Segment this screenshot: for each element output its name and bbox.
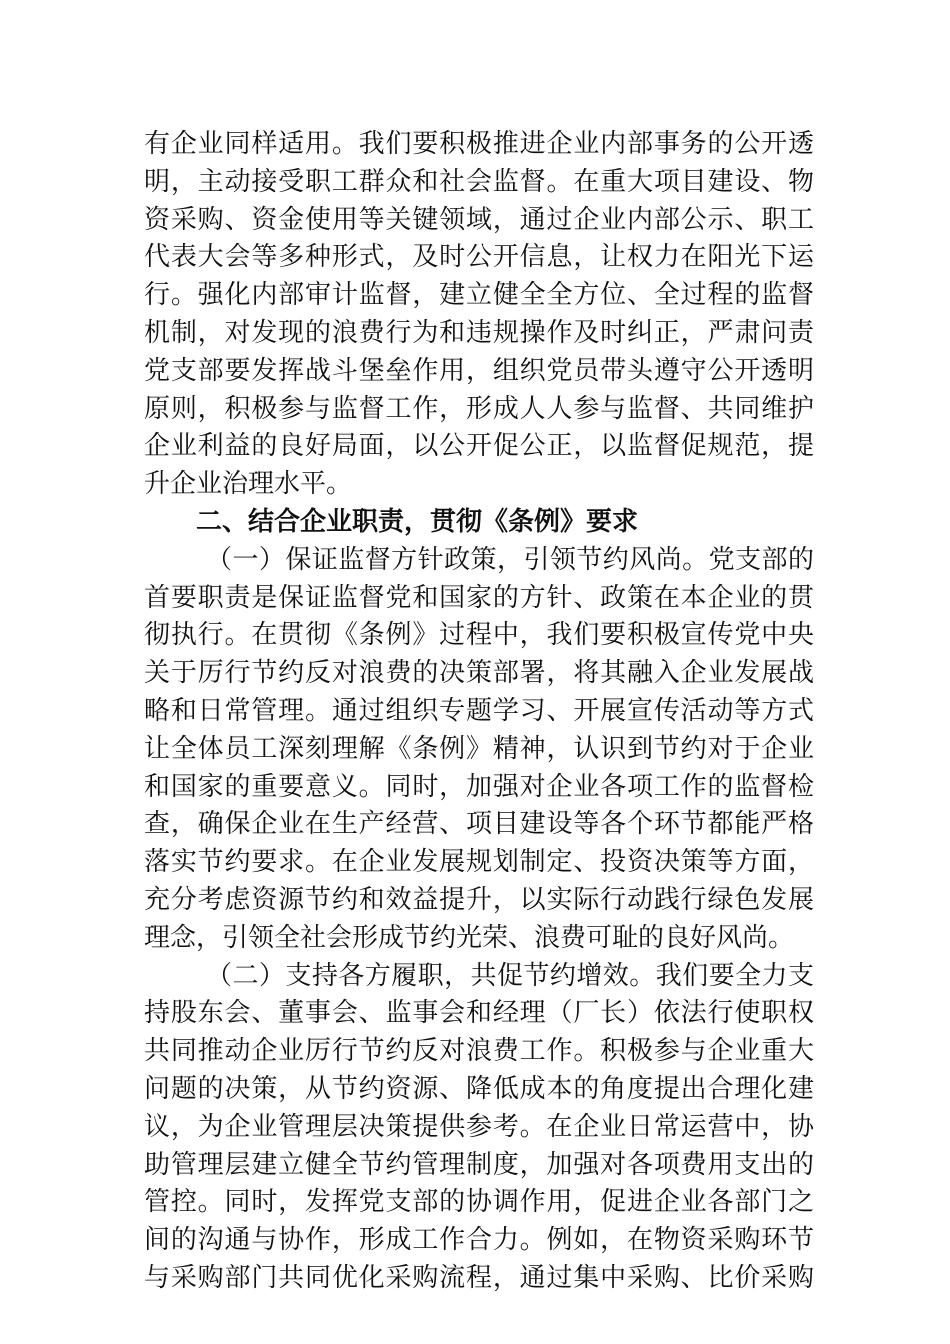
paragraph-line: 落实节约要求。在企业发展规划制定、投资决策等方面， [144,847,814,878]
paragraph-line: 助管理层建立健全节约管理制度，加强对各项费用支出的 [144,1149,814,1180]
paragraph-line: 间的沟通与协作，形成工作合力。例如，在物资采购环节 [144,1225,814,1256]
paragraph-line: 问题的决策，从节约资源、降低成本的角度提出合理化建 [144,1073,814,1104]
paragraph-line: 理念，引领全社会形成节约光荣、浪费可耻的良好风尚。 [144,922,795,953]
paragraph-line: 共同推动企业厉行节约反对浪费工作。积极参与企业重大 [144,1036,814,1067]
paragraph-line: 管控。同时，发挥党支部的协调作用，促进企业各部门之 [144,1187,814,1218]
paragraph-line: 持股东会、董事会、监事会和经理（厂长）依法行使职权 [144,998,814,1029]
paragraph-line: 议，为企业管理层决策提供参考。在企业日常运营中，协 [144,1111,814,1142]
paragraph-line: 企业利益的良好局面，以公开促公正，以监督促规范，提 [144,431,814,462]
paragraph-line: 升企业治理水平。 [144,469,353,500]
paragraph-line: 明，主动接受职工群众和社会监督。在重大项目建设、物 [144,166,814,197]
paragraph-line: 行。强化内部审计监督，建立健全全方位、全过程的监督 [144,280,814,311]
paragraph-line: 和国家的重要意义。同时，加强对企业各项工作的监督检 [144,771,814,802]
paragraph-line: 与采购部门共同优化采购流程，通过集中采购、比价采购 [144,1262,814,1293]
paragraph-line: 有企业同样适用。我们要积极推进企业内部事务的公开透 [144,129,814,159]
paragraph-line: 资采购、资金使用等关键领域，通过企业内部公示、职工 [144,204,814,235]
paragraph-line: 党支部要发挥战斗堡垒作用，组织党员带头遵守公开透明 [144,355,814,386]
paragraph-line: 代表大会等多种形式，及时公开信息，让权力在阳光下运 [144,242,814,273]
subsection-first-line: （二）支持各方履职，共促节约增效。我们要全力支 [206,960,814,991]
subsection-first-line: （一）保证监督方针政策，引领节约风尚。党支部的 [206,544,814,575]
paragraph-line: 关于厉行节约反对浪费的决策部署，将其融入企业发展战 [144,658,814,689]
body-text [144,126,814,1298]
section-heading: 二、结合企业职责，贯彻《条例》要求 [196,506,639,537]
paragraph-line: 原则，积极参与监督工作，形成人人参与监督、共同维护 [144,393,814,424]
paragraph-line: 查，确保企业在生产经营、项目建设等各个环节都能严格 [144,809,814,840]
paragraph-line: 首要职责是保证监督党和国家的方针、政策在本企业的贯 [144,582,814,613]
paragraph-line: 彻执行。在贯彻《条例》过程中，我们要积极宣传党中央 [144,620,814,651]
paragraph-line: 让全体员工深刻理解《条例》精神，认识到节约对于企业 [144,733,814,764]
paragraph-line: 略和日常管理。通过组织专题学习、开展宣传活动等方式 [144,695,814,726]
paragraph-line: 充分考虑资源节约和效益提升，以实际行动践行绿色发展 [144,884,814,915]
paragraph-line: 机制，对发现的浪费行为和违规操作及时纠正，严肃问责 [144,317,814,348]
